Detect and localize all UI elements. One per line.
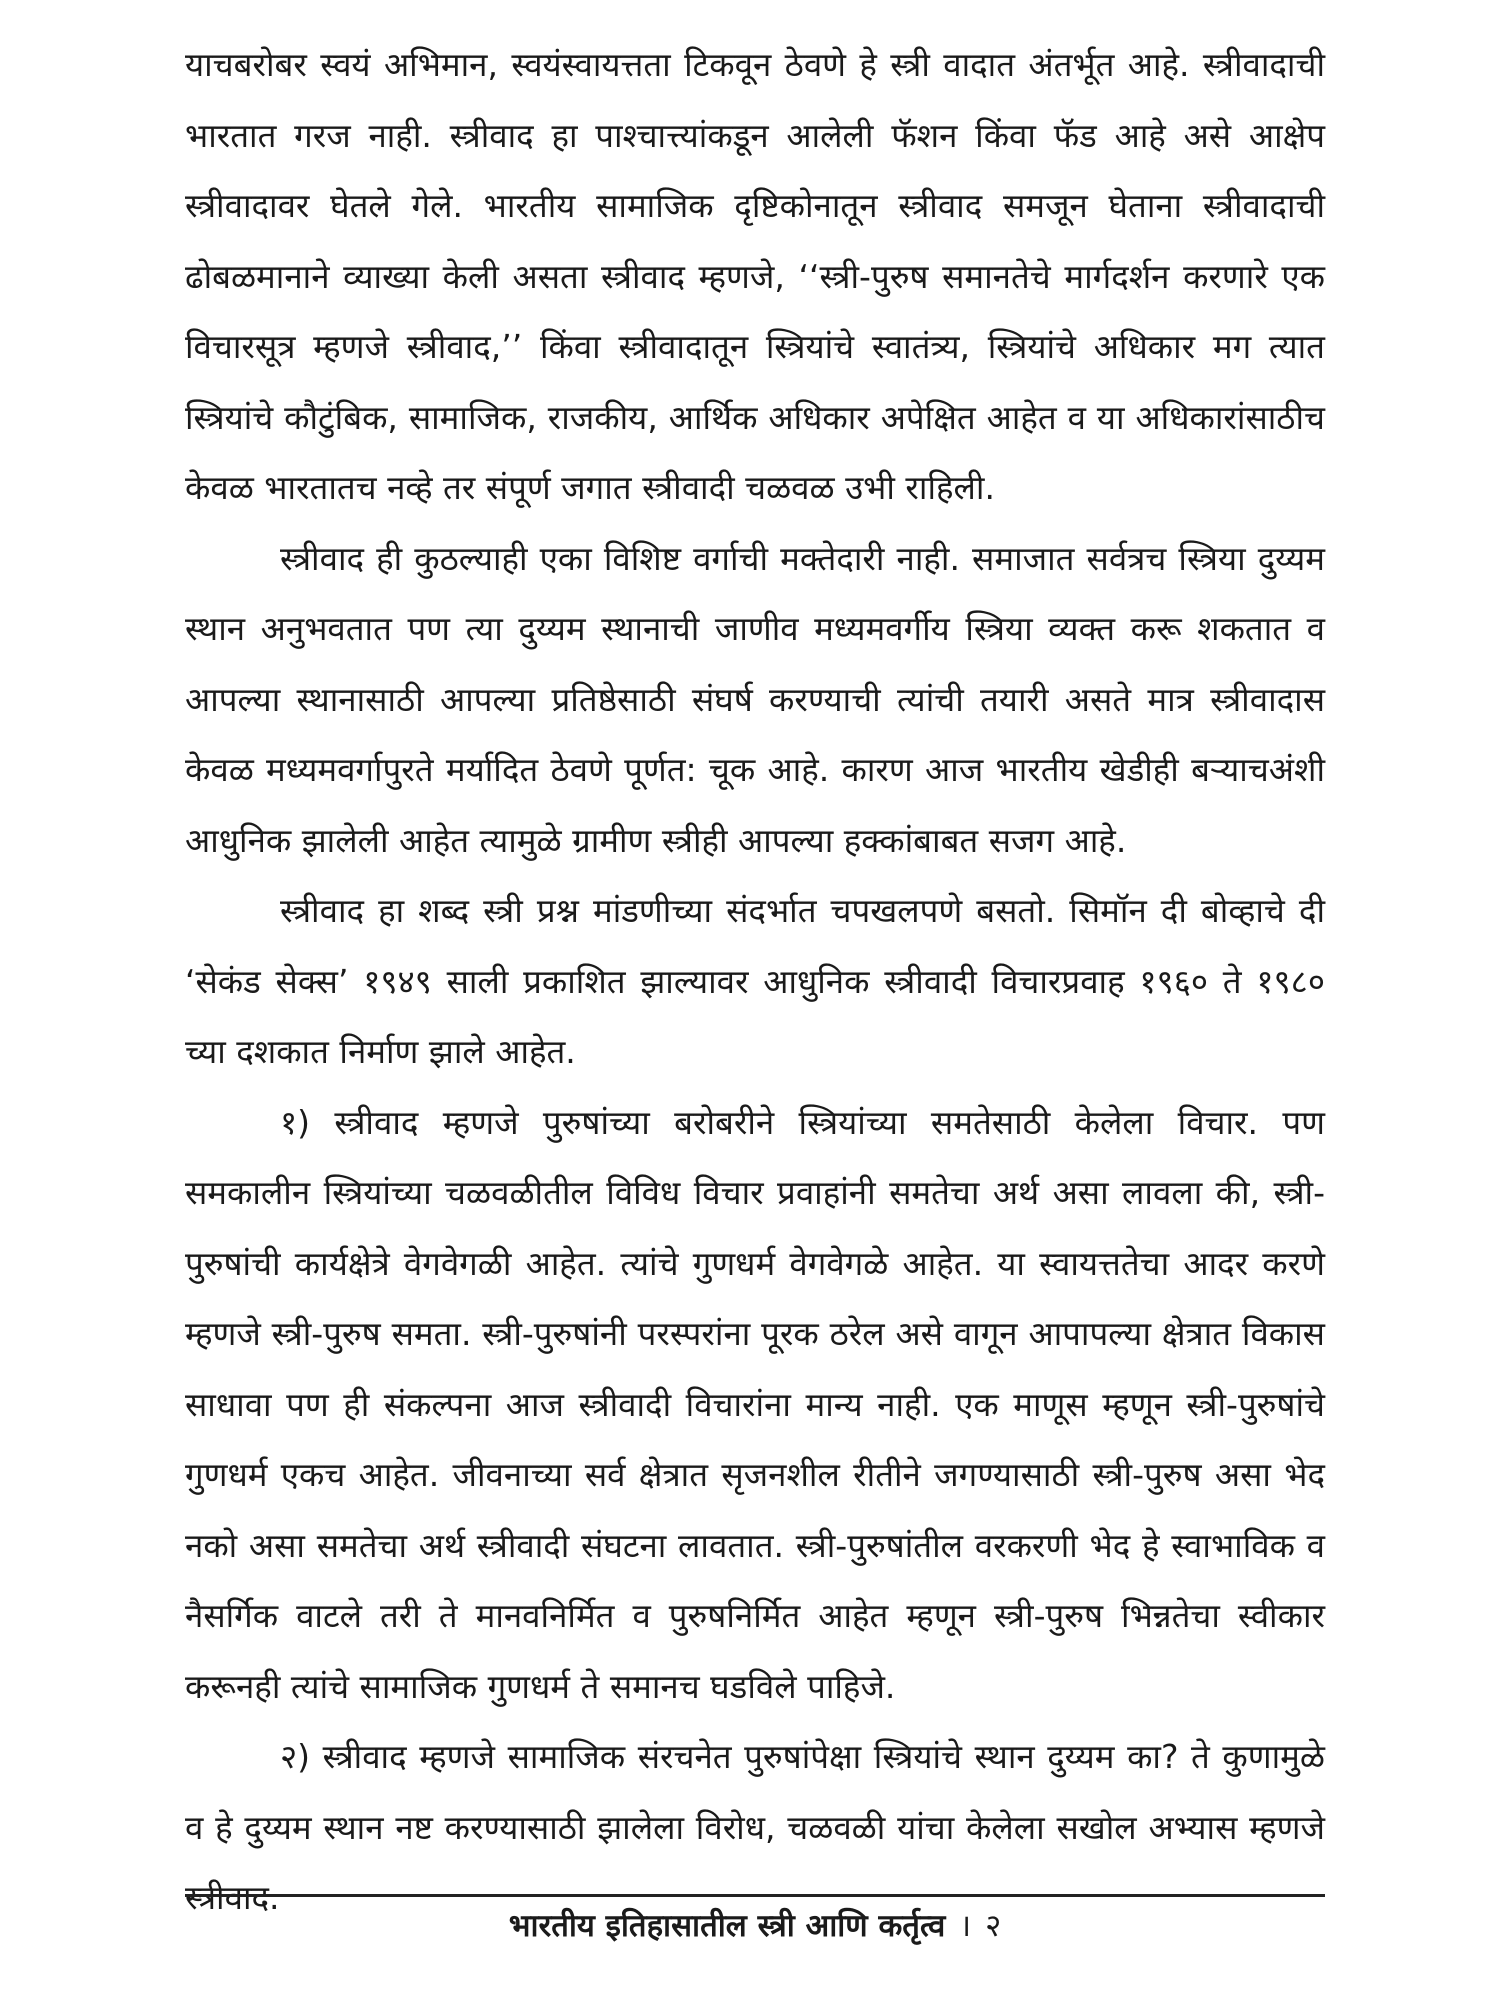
paragraph-4: १) स्त्रीवाद म्हणजे पुरुषांच्या बरोबरीने स्त्रियांच्या समतेसाठी केलेला विचार. पण समकालीन स्त्रियांच्या चळवळीतील विविध विचार प्रवाहांनी समतेचा अर्थ असा लावला की, स्त्री-पुरुषांची कार्यक्षेत्रे वेगवेगळी आहेत. त्यांचे गुणधर्म वेगवेगळे आहेत. या स्वायत्ततेचा आदर करणे म्हणजे स्त्री-पुरुष समता. स्त्री-पुरुषांनी परस्परांना पूरक ठरेल असे वागून आपापल्या क्षेत्रात विकास साधावा पण ही संकल्पना आज स्त्रीवादी विचारांना मान्य नाही. एक माणूस म्हणून स्त्री-पुरुषांचे गुणधर्म एकच आहेत. जीवनाच्या सर्व क्षेत्रात सृजनशील रीतीने जगण्यासाठी स्त्री-पुरुष असा भेद नको असा समतेचा अर्थ स्त्रीवादी संघटना लावतात. स्त्री-पुरुषांतील वरकरणी भेद हे स्वाभाविक व नैसर्गिक वाटले तरी ते मानवनिर्मित व पुरुषनिर्मित आहेत म्हणून स्त्री-पुरुष भिन्नतेचा स्वीकार करूनही त्यांचे सामाजिक गुणधर्म ते समानच घडविले पाहिजे. bbox=[185, 1102, 1325, 1706]
paragraph-5: २) स्त्रीवाद म्हणजे सामाजिक संरचनेत पुरुषांपेक्षा स्त्रियांचे स्थान दुय्यम का? ते कुणामुळे व हे दुय्यम स्थान नष्ट करण्यासाठी झालेला विरोध, चळवळी यांचा केलेला सखोल अभ्यास म्हणजे स्त्रीवाद. bbox=[185, 1737, 1325, 1917]
footer-separator: । bbox=[959, 1908, 972, 1944]
page-body bbox=[185, 30, 1325, 1934]
paragraph-3: स्त्रीवाद हा शब्द स्त्री प्रश्न मांडणीच्या संदर्भात चपखलपणे बसतो. सिमॉन दी बोव्हाचे दी ‘सेकंड सेक्स’ १९४९ साली प्रकाशित झाल्यावर आधुनिक स्त्रीवादी विचारप्रवाह १९६० ते १९८० च्या दशकात निर्माण झाले आहेत. bbox=[185, 891, 1325, 1071]
paragraph-1: याचबरोबर स्वयं अभिमान, स्वयंस्वायत्तता टिकवून ठेवणे हे स्त्री वादात अंतर्भूत आहे. स्त्रीवादाची भारतात गरज नाही. स्त्रीवाद हा पाश्चात्त्यांकडून आलेली फॅशन किंवा फॅड आहे असे आक्षेप स्त्रीवादावर घेतले गेले. भारतीय सामाजिक दृष्टिकोनातून स्त्रीवाद समजून घेताना स्त्रीवादाची ढोबळमानाने व्याख्या केली असता स्त्रीवाद म्हणजे, ‘‘स्त्री-पुरुष समानतेचे मार्गदर्शन करणारे एक विचारसूत्र म्हणजे स्त्रीवाद,’’ किंवा स्त्रीवादातून स्त्रियांचे स्वातंत्र्य, स्त्रियांचे अधिकार मग त्यात स्त्रियांचे कौटुंबिक, सामाजिक, राजकीय, आर्थिक अधिकार अपेक्षित आहेत व या अधिकारांसाठीच केवळ भारतातच नव्हे तर संपूर्ण जगात स्त्रीवादी चळवळ उभी राहिली. bbox=[185, 45, 1325, 507]
page-number: २ bbox=[985, 1908, 1002, 1944]
footer-divider bbox=[185, 1894, 1325, 1897]
book-title: भारतीय इतिहासातील स्त्री आणि कर्तृत्व bbox=[508, 1908, 946, 1944]
paragraph-2: स्त्रीवाद ही कुठल्याही एका विशिष्ट वर्गाची मक्तेदारी नाही. समाजात सर्वत्रच स्त्रिया दुय्यम स्थान अनुभवतात पण त्या दुय्यम स्थानाची जाणीव मध्यमवर्गीय स्त्रिया व्यक्त करू शकतात व आपल्या स्थानासाठी आपल्या प्रतिष्ठेसाठी संघर्ष करण्याची त्यांची तयारी असते मात्र स्त्रीवादास केवळ मध्यमवर्गापुरते मर्यादित ठेवणे पूर्णत: चूक आहे. कारण आज भारतीय खेडीही बऱ्याचअंशी आधुनिक झालेली आहेत त्यामुळे ग्रामीण स्त्रीही आपल्या हक्कांबाबत सजग आहे. bbox=[185, 538, 1325, 860]
page-footer bbox=[185, 1904, 1325, 1948]
